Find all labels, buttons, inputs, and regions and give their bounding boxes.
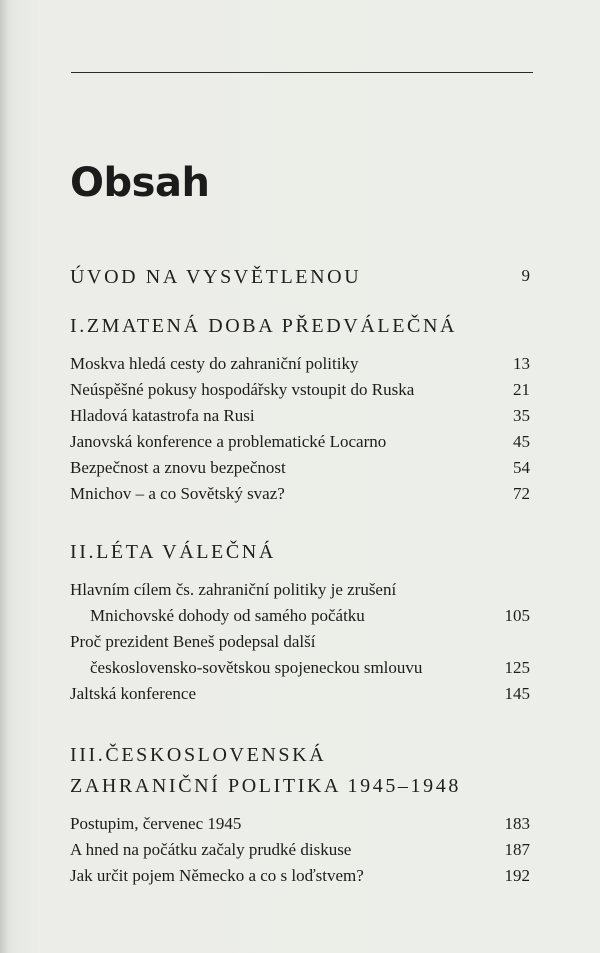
toc-section-part-3 xyxy=(70,740,530,889)
page-number: 45 xyxy=(513,432,530,451)
page-number: 9 xyxy=(521,266,530,285)
top-rule xyxy=(71,72,533,73)
page-number: 187 xyxy=(504,840,530,859)
entry-title: Neúspěšné pokusy hospodářsky vstoupit do Ruska xyxy=(70,380,415,399)
page-title: Obsah xyxy=(70,160,210,206)
page-number: 13 xyxy=(513,354,530,373)
toc-section-part-1 xyxy=(70,311,530,507)
toc-entry xyxy=(70,351,530,377)
toc-section-part-2 xyxy=(70,537,530,707)
toc-entry xyxy=(70,681,530,707)
entry-title: A hned na počátku začaly prudké diskuse xyxy=(70,840,352,859)
toc-entry xyxy=(70,455,530,481)
entry-title: Mnichov – a co Sovětský svaz? xyxy=(70,484,285,503)
section-heading xyxy=(70,262,530,293)
page-spine-shadow xyxy=(0,0,8,953)
entry-title-continuation: Mnichovské dohody od samého počátku xyxy=(90,606,365,625)
toc-entry xyxy=(70,811,530,837)
entry-title: Hladová katastrofa na Rusi xyxy=(70,406,255,425)
page-number: 145 xyxy=(504,684,530,703)
page-number: 105 xyxy=(504,606,530,625)
toc-section-intro xyxy=(70,262,530,293)
page-number: 54 xyxy=(513,458,530,477)
entry-title: Jaltská konference xyxy=(70,684,197,703)
entry-title: Hlavním cílem čs. zahraniční politiky je zrušení xyxy=(70,580,397,599)
toc-entry xyxy=(70,481,530,507)
entry-title: Proč prezident Beneš podepsal další xyxy=(70,632,316,651)
toc-entry xyxy=(70,429,530,455)
section-heading: III.ČESKOSLOVENSKÁ xyxy=(70,744,327,766)
entry-title: Jak určit pojem Německo a co s loďstvem? xyxy=(70,866,364,885)
toc-entry xyxy=(70,863,530,889)
page-number: 183 xyxy=(504,814,530,833)
page-number: 21 xyxy=(513,380,530,399)
section-heading: I.ZMATENÁ DOBA PŘEDVÁLEČNÁ xyxy=(70,315,458,337)
toc-entry xyxy=(70,377,530,403)
toc-entry xyxy=(70,837,530,863)
page-number: 72 xyxy=(513,484,530,503)
entry-title: Janovská konference a problematické Locarno xyxy=(70,432,387,451)
section-heading-text: ÚVOD NA VYSVĚTLENOU xyxy=(70,266,362,288)
toc-entry xyxy=(70,629,530,681)
entry-title: Postupim, červenec 1945 xyxy=(70,814,242,833)
section-heading-line-2: ZAHRANIČNÍ POLITIKA 1945–1948 xyxy=(70,775,461,797)
page-number: 35 xyxy=(513,406,530,425)
entry-title-continuation: československo-sovětskou spojeneckou smlouvu xyxy=(90,658,423,677)
page-number: 125 xyxy=(504,658,530,677)
toc-entry xyxy=(70,577,530,629)
section-heading: II.LÉTA VÁLEČNÁ xyxy=(70,541,276,563)
page-number: 192 xyxy=(504,866,530,885)
entry-title: Moskva hledá cesty do zahraniční politiky xyxy=(70,354,359,373)
entry-title: Bezpečnost a znovu bezpečnost xyxy=(70,458,286,477)
toc-entry xyxy=(70,403,530,429)
